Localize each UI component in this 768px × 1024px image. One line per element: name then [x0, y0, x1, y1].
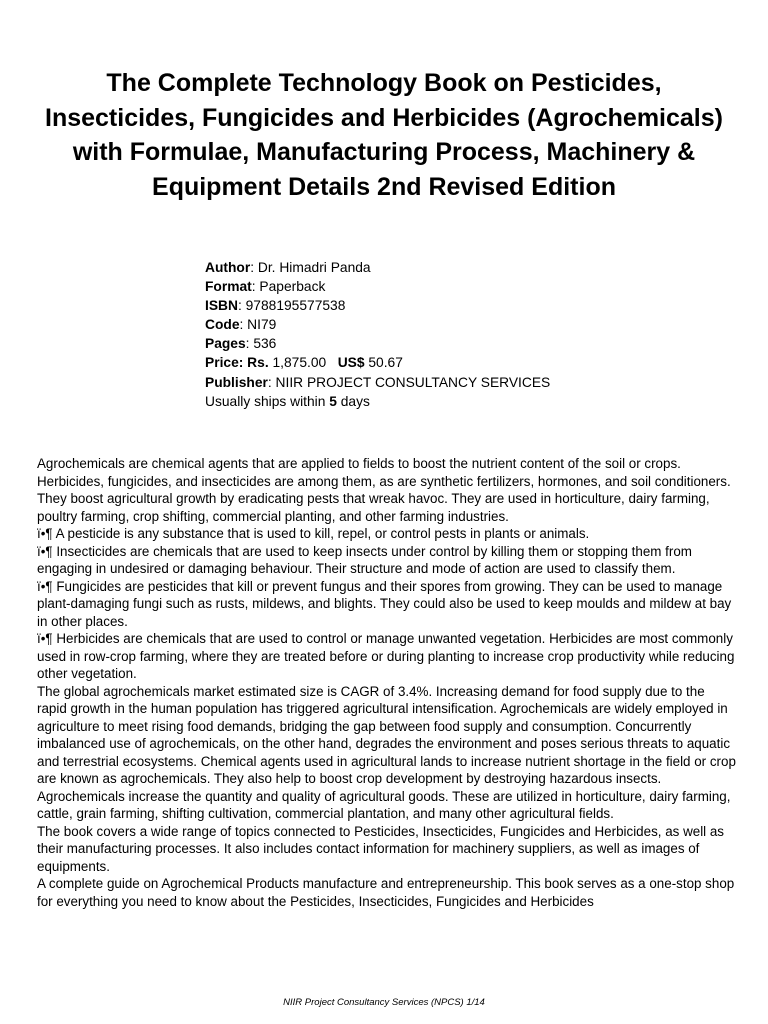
- format-value: : Paperback: [251, 279, 326, 295]
- book-title: The Complete Technology Book on Pesticides, Insecticides, Fungicides and Herbicides (Agrochemicals) with Formulae, Manufacturing Process, Machinery & Equipment Details 2nd Revised Edition: [45, 69, 723, 201]
- pages-value: : 536: [245, 336, 277, 352]
- format-row: [205, 277, 725, 296]
- price-usd-label: US$: [337, 355, 365, 371]
- publisher-row: [205, 373, 725, 392]
- pages-row: [205, 334, 725, 353]
- publisher-value: : NIIR PROJECT CONSULTANCY SERVICES: [267, 374, 551, 390]
- publisher-label: Publisher: [205, 374, 268, 390]
- code-value: : NI79: [239, 317, 277, 333]
- isbn-value: : 9788195577538: [237, 298, 346, 314]
- author-label: Author: [205, 260, 251, 275]
- page-footer: NIIR Project Consultancy Services (NPCS) 1/14: [283, 997, 485, 1008]
- ships-suffix: days: [336, 393, 370, 409]
- pages-label: Pages: [205, 336, 246, 352]
- bullet-herbicides: ï•¶ Herbicides are chemicals that are used to control or manage unwanted vegetation. Herbicides are most commonly used in row-crop farming, where they are treated before or during planting to increase crop productivity while reducing other vegetation.: [37, 631, 735, 681]
- isbn-label: ISBN: [205, 298, 238, 314]
- format-label: Format: [205, 279, 252, 295]
- price-usd-value: 50.67: [364, 355, 403, 371]
- bullet-insecticides: ï•¶ Insecticides are chemicals that are used to keep insects under control by killing them or stopping them from engaging in undesired or damaging behaviour. Their structure and mode of action are used to classify them.: [37, 543, 692, 576]
- bullet-fungicides: ï•¶ Fungicides are pesticides that kill or prevent fungus and their spores from growing. They can be used to manage plant-damaging fungi such as rusts, mildews, and blights. They could also be used to keep moulds and mildew at bay in other places.: [37, 578, 732, 629]
- price-row: [205, 353, 725, 372]
- paragraph-book-coverage: The book covers a wide range of topics connected to Pesticides, Insecticides, Fungicides and Herbicides, as well as their manufacturing processes. It also includes contact information for machinery suppliers, as well as images of equipments.: [37, 823, 725, 874]
- ships-prefix: Usually ships within: [205, 393, 330, 409]
- code-label: Code: [205, 317, 240, 333]
- paragraph-market: The global agrochemicals market estimated size is CAGR of 3.4%. Increasing demand for food supply due to the rapid growth in the human population has triggered agricultural intensification. Agrochemicals are widely employed in agriculture to meet rising food demands, bridging the gap between food supply and consumption. Concurrently imbalanced use of agrochemicals, on the other hand, degrades the environment and poses serious threats to aquatic and terrestrial ecosystems. Chemical agents used in agricultural lands to increase nutrient shortage in the field or crop are known as agrochemicals. They also help to boost crop development by destroying hazardous insects. Agrochemicals increase the quantity and quality of agricultural goods. These are utilized in horticulture, dairy farming, cattle, grain farming, shifting cultivation, commercial plantation, and many other agricultural fields.: [37, 683, 736, 821]
- paragraph-intro: Agrochemicals are chemical agents that are applied to fields to boost the nutrient content of the soil or crops. Herbicides, fungicides, and insecticides are among them, as are synthetic fertilizers, hormones, and soil conditioners. They boost agricultural growth by eradicating pests that wreak havoc. They are used in horticulture, dairy farming, poultry farming, crop shifting, commercial planting, and other farming industries.: [37, 456, 731, 524]
- book-details: [205, 258, 725, 411]
- price-rs-value: 1,875.00: [268, 355, 327, 371]
- ships-days: 5: [329, 393, 337, 409]
- price-label: Price: Rs.: [205, 355, 269, 371]
- author-value: : Dr. Himadri Panda: [250, 260, 371, 275]
- description-body: [37, 455, 737, 910]
- bullet-pesticide: ï•¶ A pesticide is any substance that is used to kill, repel, or control pests in plants or animals.: [37, 526, 590, 541]
- isbn-row: [205, 296, 725, 315]
- author-row: [205, 258, 725, 277]
- code-row: [205, 315, 725, 334]
- shipping-row: [205, 392, 725, 411]
- paragraph-guide: A complete guide on Agrochemical Products manufacture and entrepreneurship. This book serves as a one-stop shop for everything you need to know about the Pesticides, Insecticides, Fungicides and Herbicides: [37, 876, 735, 909]
